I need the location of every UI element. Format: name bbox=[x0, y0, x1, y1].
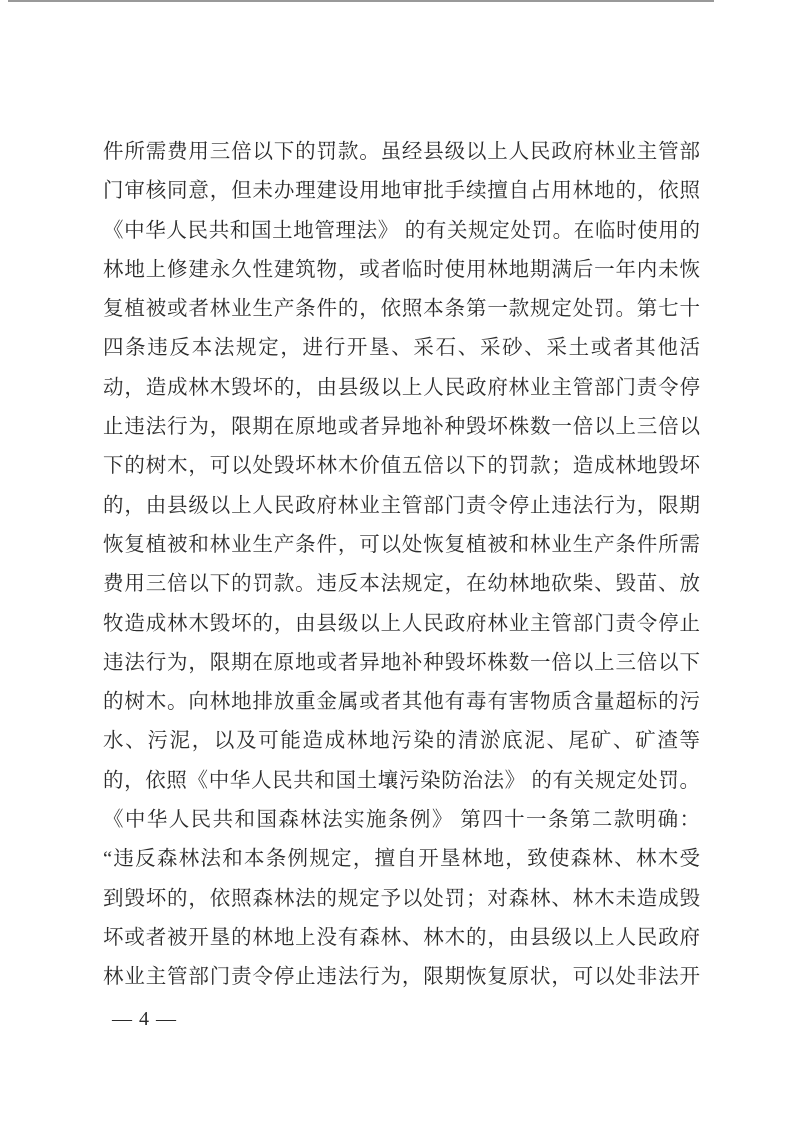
body-line: 牧造成林木毁坏的，由县级以上人民政府林业主管部门责令停止 bbox=[103, 612, 700, 635]
body-line: 的，由县级以上人民政府林业主管部门责令停止违法行为，限期 bbox=[103, 494, 700, 517]
body-line: 的树木。向林地排放重金属或者其他有毒有害物质含量超标的污 bbox=[103, 691, 700, 714]
body-line: 《中华人民共和国土地管理法》 的有关规定处罚。在临时使用的 bbox=[103, 219, 700, 242]
scan-artifact-top-line bbox=[8, 0, 714, 2]
body-line: 违法行为，限期在原地或者异地补种毁坏株数一倍以上三倍以下 bbox=[103, 651, 700, 674]
body-line: 的，依照《中华人民共和国土壤污染防治法》 的有关规定处罚。 bbox=[103, 769, 700, 792]
body-text bbox=[103, 133, 700, 998]
body-line: 门审核同意，但未办理建设用地审批手续擅自占用林地的，依照 bbox=[103, 180, 700, 203]
body-line: 林地上修建永久性建筑物，或者临时使用林地期满后一年内未恢 bbox=[103, 258, 700, 281]
body-line: 《中华人民共和国森林法实施条例》 第四十一条第二款明确： bbox=[103, 809, 700, 832]
body-line: 林业主管部门责令停止违法行为，限期恢复原状，可以处非法开 bbox=[103, 966, 700, 989]
body-line: “违反森林法和本条例规定，擅自开垦林地，致使森林、林木受 bbox=[103, 848, 700, 871]
body-line: 止违法行为，限期在原地或者异地补种毁坏株数一倍以上三倍以 bbox=[103, 416, 700, 439]
page-number: — 4 — bbox=[112, 1008, 177, 1030]
body-line: 坏或者被开垦的林地上没有森林、林木的，由县级以上人民政府 bbox=[103, 926, 700, 949]
body-line: 动，造成林木毁坏的，由县级以上人民政府林业主管部门责令停 bbox=[103, 376, 700, 399]
body-line: 恢复植被和林业生产条件，可以处恢复植被和林业生产条件所需 bbox=[103, 533, 700, 556]
body-line: 下的树木，可以处毁坏林木价值五倍以下的罚款；造成林地毁坏 bbox=[103, 455, 700, 478]
body-line: 复植被或者林业生产条件的，依照本条第一款规定处罚。第七十 bbox=[103, 298, 700, 321]
body-line: 水、污泥，以及可能造成林地污染的清淤底泥、尾矿、矿渣等 bbox=[103, 730, 700, 753]
body-line: 件所需费用三倍以下的罚款。虽经县级以上人民政府林业主管部 bbox=[103, 141, 700, 163]
body-line: 到毁坏的，依照森林法的规定予以处罚；对森林、林木未造成毁 bbox=[103, 887, 700, 910]
body-line: 费用三倍以下的罚款。违反本法规定，在幼林地砍柴、毁苗、放 bbox=[103, 573, 700, 596]
body-line: 四条违反本法规定，进行开垦、采石、采砂、采土或者其他活 bbox=[103, 337, 700, 360]
